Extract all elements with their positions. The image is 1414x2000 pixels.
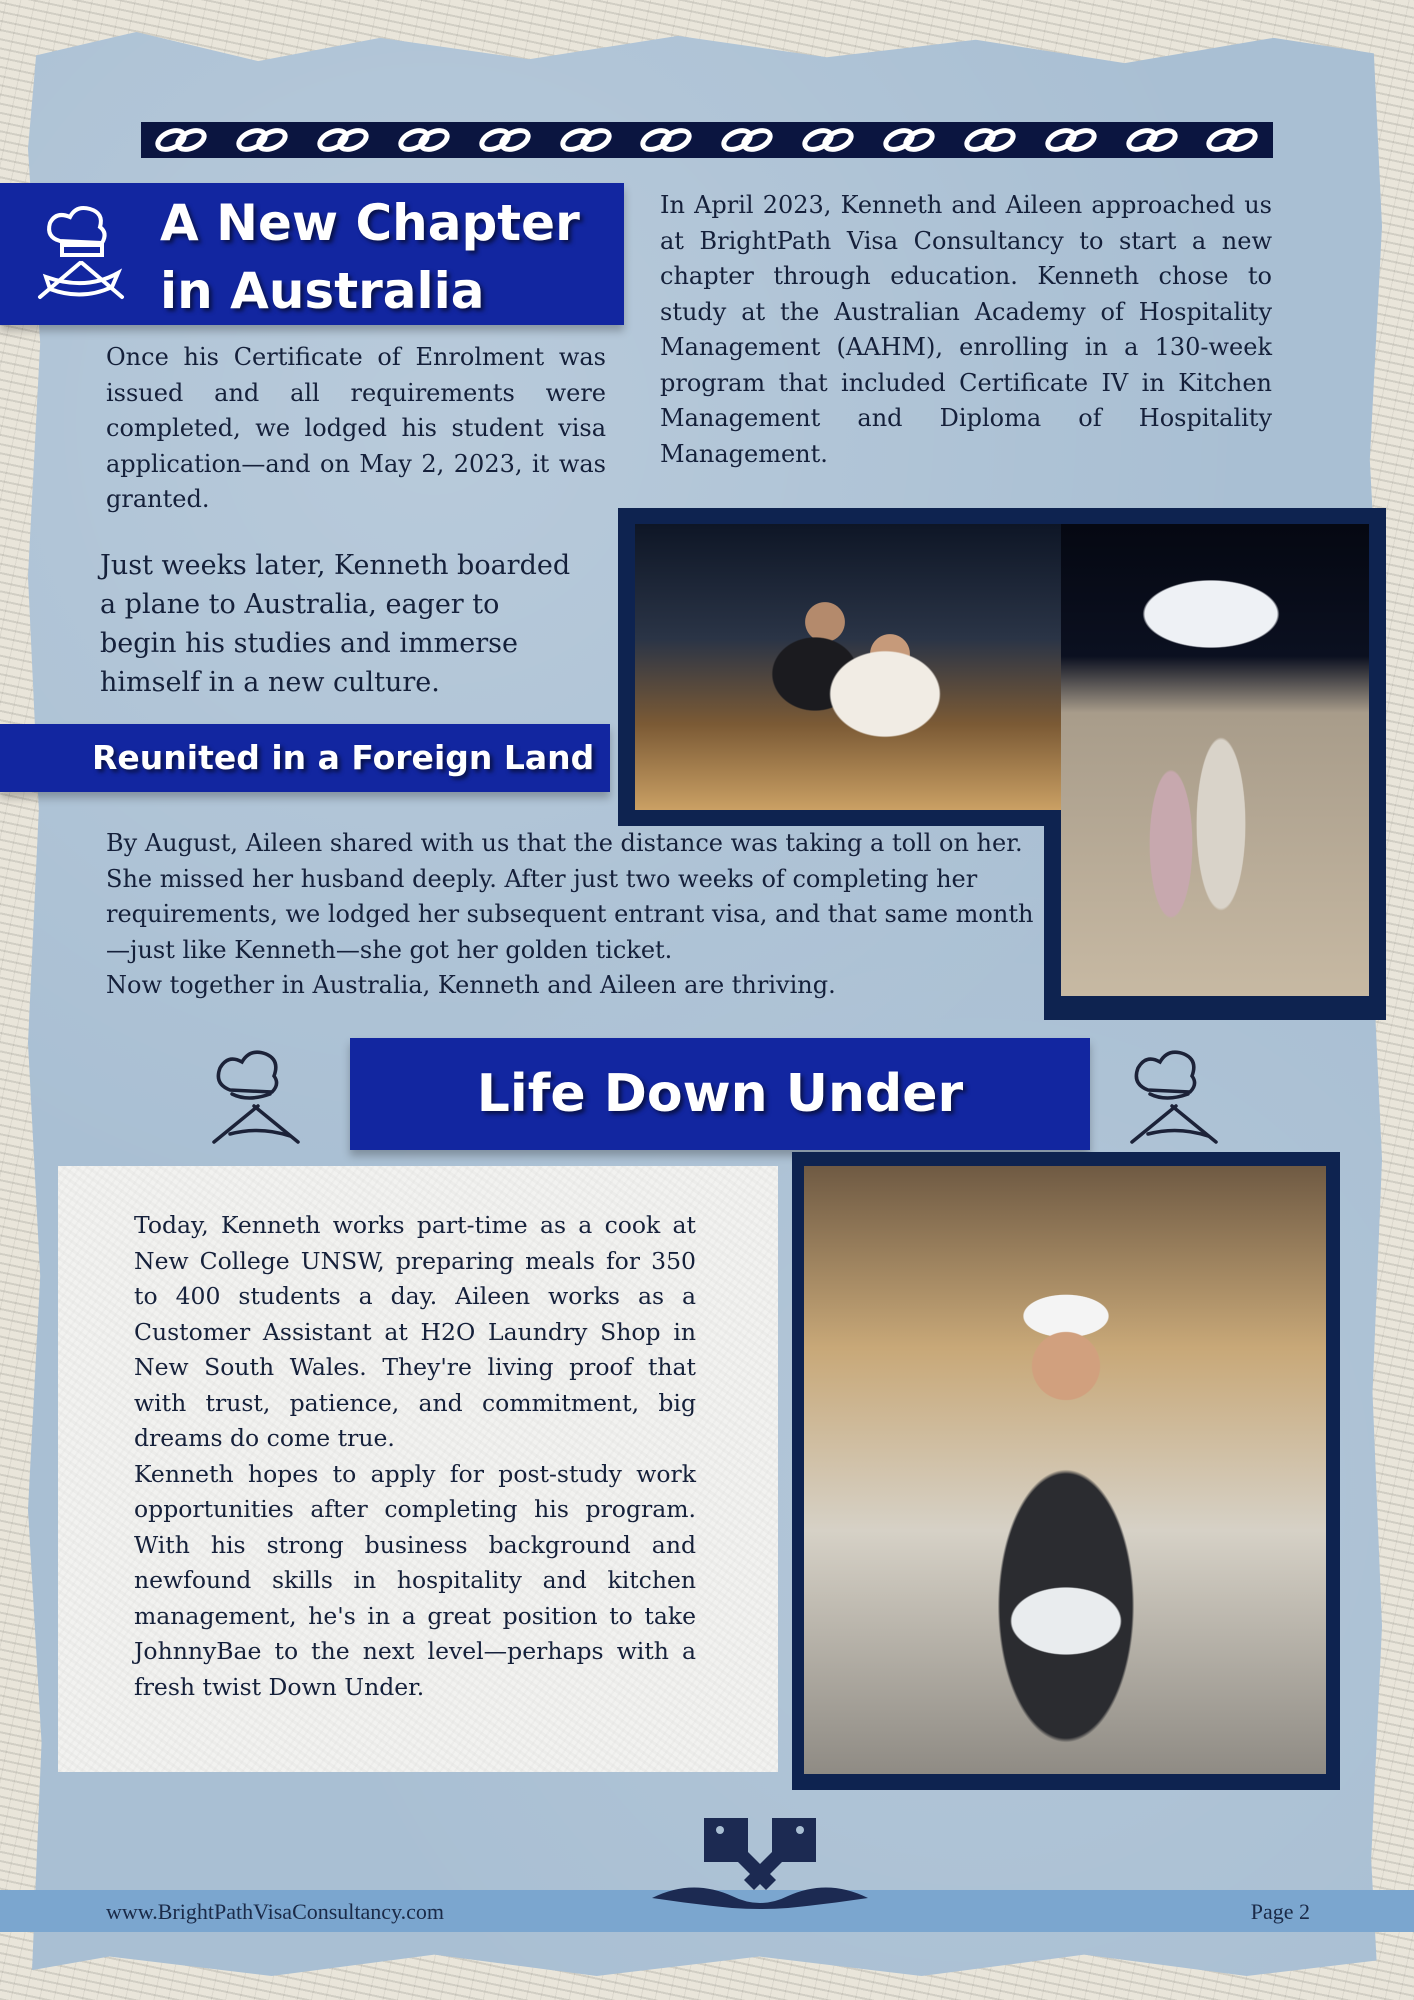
chain-link-icon <box>557 128 615 152</box>
chain-link-icon <box>314 128 372 152</box>
paragraph: Just weeks later, Kenneth boarded a plane to Australia, eager to begin his studies and immerse himself in a new culture. <box>100 550 571 698</box>
chain-border <box>141 122 1273 158</box>
paragraph: Kenneth hopes to apply for post-study work opportunities after completing his program. With his strong business background and newfound skills in hospitality and kitchen management, he's in a great position to take JohnnyBae to the next level—perhaps with a fresh twist Down Under. <box>134 1459 696 1701</box>
section-banner-new-chapter <box>0 183 624 325</box>
chain-link-icon <box>880 128 938 152</box>
chef-hat-utensils-icon <box>1118 1042 1228 1152</box>
chef-hat-utensils-icon <box>200 1042 310 1152</box>
chain-link-icon <box>637 128 695 152</box>
section-banner-life-down-under <box>350 1038 1090 1150</box>
section-banner-reunited <box>0 724 610 792</box>
enrolment-paragraph <box>106 340 606 518</box>
intro-paragraph <box>660 188 1272 472</box>
chain-link-icon <box>1042 128 1100 152</box>
section-title <box>160 189 620 325</box>
reunited-paragraph <box>106 826 1036 1004</box>
section-title: Life Down Under <box>476 1064 964 1124</box>
title-line: in Australia <box>160 262 485 320</box>
weeks-later-paragraph <box>100 546 580 702</box>
title-line: A New Chapter <box>160 194 580 252</box>
footer-url[interactable]: www.BrightPathVisaConsultancy.com <box>106 1899 445 1924</box>
chain-link-icon <box>961 128 1019 152</box>
chain-link-icon <box>395 128 453 152</box>
photo-chef-with-plate <box>804 1166 1326 1774</box>
life-down-under-paragraph <box>134 1208 696 1705</box>
chain-link-icon <box>1203 128 1261 152</box>
chain-link-icon <box>718 128 776 152</box>
chain-link-icon <box>152 128 210 152</box>
chain-link-icon <box>799 128 857 152</box>
chain-link-icon <box>1123 128 1181 152</box>
chain-link-icon <box>233 128 291 152</box>
page-number: Page 2 <box>1250 1899 1310 1924</box>
photo-couple-opera-house <box>1061 524 1369 996</box>
photo-couple-restaurant <box>635 524 1061 810</box>
section-title: Reunited in a Foreign Land <box>92 738 595 777</box>
paragraph: Once his Certificate of Enrolment was issued and all requirements were completed, we lodged his student visa application—and on May 2, 2023, it was granted. <box>106 343 606 513</box>
paragraph: In April 2023, Kenneth and Aileen approached us at BrightPath Visa Consultancy to start a new chapter through education. Kenneth chose to study at the Australian Academy of Hospitality Management (AAHM), enrolling in a 130-week program that included Certificate IV in Kitchen Management and Diploma of Hospitality Management. <box>660 191 1272 468</box>
paragraph: Today, Kenneth works part-time as a cook at New College UNSW, preparing meals for 350 to 400 students a day. Aileen works as a Customer Assistant at H2O Laundry Shop in New South Wales. They're living proof that with trust, patience, and commitment, big dreams do come true. <box>134 1211 696 1452</box>
crossed-cleavers-icon <box>642 1812 878 1916</box>
paragraph: Now together in Australia, Kenneth and Aileen are thriving. <box>106 971 836 999</box>
paragraph: By August, Aileen shared with us that the distance was taking a toll on her. She missed her husband deeply. After just two weeks of completing her requirements, we lodged her subsequent entrant visa, and that same month—just like Kenneth—she got her golden ticket. <box>106 829 1034 964</box>
chain-link-icon <box>476 128 534 152</box>
chef-hat-utensils-icon <box>26 201 136 311</box>
